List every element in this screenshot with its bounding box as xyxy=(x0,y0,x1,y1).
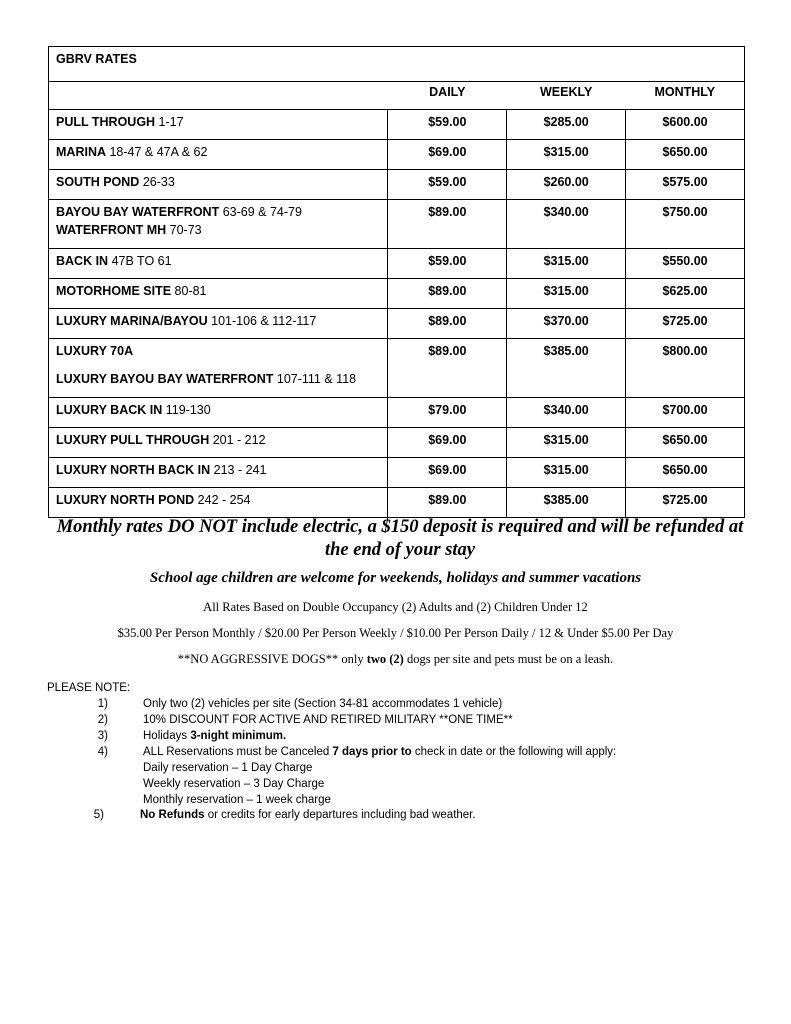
please-note-heading: PLEASE NOTE: xyxy=(47,682,131,694)
list-item-bold: No Refunds xyxy=(140,809,205,821)
monthly-rate: $800.00 xyxy=(626,339,745,398)
dogs-notice xyxy=(0,652,791,667)
site-numbers: 119-130 xyxy=(162,403,211,417)
site-column-header xyxy=(49,82,388,110)
site-name: BACK IN xyxy=(56,254,109,268)
site-cell xyxy=(49,140,388,170)
table-row xyxy=(49,279,745,309)
list-item-text-end: check in date or the following will apply: xyxy=(411,746,617,758)
weekly-rate: $285.00 xyxy=(507,110,626,140)
daily-rate: $59.00 xyxy=(388,110,507,140)
site-name: PULL THROUGH xyxy=(56,115,156,129)
occupancy-notice: All Rates Based on Double Occupancy (2) Adults and (2) Children Under 12 xyxy=(203,600,588,614)
monthly-rate: $725.00 xyxy=(626,309,745,339)
table-row xyxy=(49,339,745,398)
site-numbers-2: 70-73 xyxy=(166,223,202,237)
site-numbers-2: 107-111 & 118 xyxy=(273,372,357,386)
table-row xyxy=(49,200,745,249)
site-numbers: 201 - 212 xyxy=(209,433,266,447)
site-name: LUXURY NORTH POND xyxy=(56,493,195,507)
dogs-notice-text: **NO AGGRESSIVE DOGS** only xyxy=(177,652,367,666)
weekly-rate: $315.00 xyxy=(507,249,626,279)
list-item xyxy=(143,744,616,760)
list-item: 10% DISCOUNT FOR ACTIVE AND RETIRED MILITARY **ONE TIME** xyxy=(143,714,513,726)
weekly-rate: $385.00 xyxy=(507,488,626,518)
site-name: LUXURY PULL THROUGH xyxy=(56,433,210,447)
site-cell xyxy=(49,339,388,398)
weekly-rate: $340.00 xyxy=(507,200,626,249)
person-fees-notice: $35.00 Per Person Monthly / $20.00 Per Person Weekly / $10.00 Per Person Daily / 12 & Under $5.00 Per Day xyxy=(117,626,674,640)
monthly-rate: $550.00 xyxy=(626,249,745,279)
sub-item: Monthly reservation – 1 week charge xyxy=(143,794,331,806)
site-numbers: 242 - 254 xyxy=(194,493,251,507)
site-cell xyxy=(49,110,388,140)
table-row xyxy=(49,398,745,428)
list-item-bold: 7 days prior to xyxy=(332,746,412,758)
daily-rate: $69.00 xyxy=(388,428,507,458)
site-name: LUXURY 70A xyxy=(56,344,134,358)
site-cell xyxy=(49,200,388,249)
list-number: 5) xyxy=(93,809,104,821)
site-cell xyxy=(49,309,388,339)
monthly-rate: $600.00 xyxy=(626,110,745,140)
site-cell xyxy=(49,488,388,518)
daily-rate: $89.00 xyxy=(388,200,507,249)
list-item-text-end: or credits for early departures including bad weather. xyxy=(204,809,476,821)
daily-rate: $89.00 xyxy=(388,339,507,398)
daily-rate: $59.00 xyxy=(388,249,507,279)
monthly-rate: $650.00 xyxy=(626,140,745,170)
site-cell xyxy=(49,428,388,458)
site-numbers: 63-69 & 74-79 xyxy=(219,205,302,219)
children-notice: School age children are welcome for weekends, holidays and summer vacations xyxy=(149,570,642,586)
table-row xyxy=(49,309,745,339)
site-name: MARINA xyxy=(56,145,106,159)
monthly-rate: $700.00 xyxy=(626,398,745,428)
weekly-column-header: WEEKLY xyxy=(507,82,626,110)
table-title: GBRV RATES xyxy=(49,47,745,82)
site-name: BAYOU BAY WATERFRONT xyxy=(56,205,220,219)
daily-rate: $89.00 xyxy=(388,488,507,518)
site-name: LUXURY MARINA/BAYOU xyxy=(56,314,208,328)
weekly-rate: $315.00 xyxy=(507,458,626,488)
daily-rate: $89.00 xyxy=(388,309,507,339)
site-name: MOTORHOME SITE xyxy=(56,284,172,298)
site-name-2: LUXURY BAYOU BAY WATERFRONT xyxy=(56,372,274,386)
site-numbers: 26-33 xyxy=(139,175,175,189)
weekly-rate: $315.00 xyxy=(507,279,626,309)
list-number: 4) xyxy=(97,746,108,758)
monthly-rate: $575.00 xyxy=(626,170,745,200)
monthly-column-header: MONTHLY xyxy=(626,82,745,110)
sub-item: Weekly reservation – 3 Day Charge xyxy=(143,778,325,790)
site-numbers: 18-47 & 47A & 62 xyxy=(106,145,208,159)
monthly-rate: $650.00 xyxy=(626,458,745,488)
list-number: 1) xyxy=(97,698,108,710)
table-title-row xyxy=(49,47,745,82)
weekly-rate: $385.00 xyxy=(507,339,626,398)
column-header-row xyxy=(49,82,745,110)
list-item xyxy=(140,807,476,823)
table-row xyxy=(49,110,745,140)
table-row xyxy=(49,428,745,458)
table-row xyxy=(49,249,745,279)
monthly-rate: $650.00 xyxy=(626,428,745,458)
monthly-rate: $750.00 xyxy=(626,200,745,249)
site-name: LUXURY NORTH BACK IN xyxy=(56,463,211,477)
site-numbers: 101-106 & 112-117 xyxy=(207,314,317,328)
sub-item: Daily reservation – 1 Day Charge xyxy=(143,762,313,774)
list-number: 3) xyxy=(97,730,108,742)
daily-rate: $59.00 xyxy=(388,170,507,200)
monthly-rate: $725.00 xyxy=(626,488,745,518)
site-numbers: 213 - 241 xyxy=(210,463,267,477)
daily-rate: $69.00 xyxy=(388,140,507,170)
weekly-rate: $260.00 xyxy=(507,170,626,200)
list-item: Only two (2) vehicles per site (Section 34-81 accommodates 1 vehicle) xyxy=(143,698,503,710)
monthly-rate: $625.00 xyxy=(626,279,745,309)
site-line-2 xyxy=(56,372,380,386)
site-numbers: 1-17 xyxy=(155,115,184,129)
site-name-2: WATERFRONT MH xyxy=(56,223,167,237)
site-cell xyxy=(49,249,388,279)
weekly-rate: $315.00 xyxy=(507,140,626,170)
list-item-text: Holidays xyxy=(143,730,191,742)
rates-table xyxy=(48,46,745,518)
list-number: 2) xyxy=(97,714,108,726)
site-line-2 xyxy=(56,223,380,237)
site-cell xyxy=(49,398,388,428)
site-name: LUXURY BACK IN xyxy=(56,403,163,417)
daily-rate: $69.00 xyxy=(388,458,507,488)
daily-rate: $79.00 xyxy=(388,398,507,428)
site-numbers: 80-81 xyxy=(171,284,207,298)
site-cell xyxy=(49,279,388,309)
table-row xyxy=(49,458,745,488)
monthly-electric-notice: Monthly rates DO NOT include electric, a $150 deposit is required and will be refunded at the end of your stay xyxy=(56,517,744,560)
table-row xyxy=(49,488,745,518)
site-numbers: 47B TO 61 xyxy=(108,254,172,268)
table-row xyxy=(49,140,745,170)
dogs-notice-text-end: dogs per site and pets must be on a leash. xyxy=(403,652,614,666)
daily-rate: $89.00 xyxy=(388,279,507,309)
site-cell xyxy=(49,458,388,488)
weekly-rate: $370.00 xyxy=(507,309,626,339)
table-row xyxy=(49,170,745,200)
weekly-rate: $315.00 xyxy=(507,428,626,458)
list-item-text: ALL Reservations must be Canceled xyxy=(143,746,333,758)
weekly-rate: $340.00 xyxy=(507,398,626,428)
daily-column-header: DAILY xyxy=(388,82,507,110)
dogs-notice-bold: two (2) xyxy=(366,652,404,666)
list-item-bold: 3-night minimum. xyxy=(190,730,287,742)
site-name: SOUTH POND xyxy=(56,175,140,189)
list-item xyxy=(143,728,286,744)
site-cell xyxy=(49,170,388,200)
